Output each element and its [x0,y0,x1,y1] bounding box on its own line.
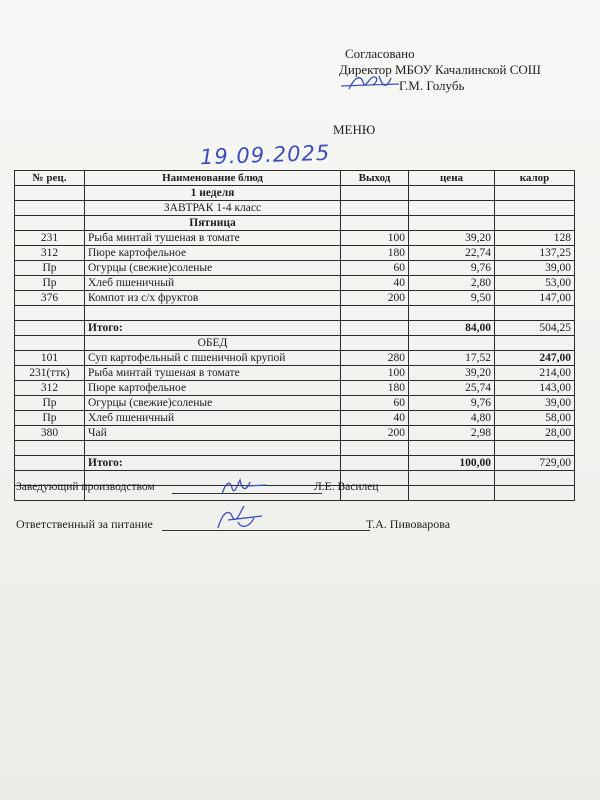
table-row: 312 Пюре картофельное 180 22,74 137,25 [15,246,575,261]
lunch-title: ОБЕД [85,336,341,351]
breakfast-total-cal: 504,25 [495,321,575,336]
responsible-name: Т.А. Пивоварова [366,517,451,531]
header-price: цена [409,171,495,186]
handwritten-date: 19.09.2025 [199,140,331,170]
manager-label: Заведующий производством [16,481,155,493]
header-name: Наименование блюд [85,171,341,186]
breakfast-title: ЗАВТРАК 1-4 класс [85,201,341,216]
approval-director-name: Г.М. Голубь [399,78,465,93]
approval-heading: Согласовано [345,46,415,61]
table-row: 231(ттк) Рыба минтай тушеная в томате 100 39,20 214,00 [15,366,575,381]
approval-director: Директор МБОУ Качалинской СОШ [339,62,541,77]
approval-block [333,46,541,94]
table-row: Пр Хлеб пшеничный 40 2,80 53,00 [15,276,575,291]
table-row: 231 Рыба минтай тушеная в томате 100 39,20 128 [15,231,575,246]
table-header-row [15,171,575,186]
table-row: 312 Пюре картофельное 180 25,74 143,00 [15,381,575,396]
responsible-label: Ответственный за питание [16,517,153,531]
breakfast-total-label: Итого: [85,321,341,336]
lunch-total-cal: 729,00 [495,456,575,471]
page-title: МЕНЮ [333,122,376,137]
director-signature-icon [339,72,403,94]
table-row: 101 Суп картофельный с пшеничной крупой 280 17,52 247,00 [15,351,575,366]
table-row: Пр Огурцы (свежие)соленые 60 9,76 39,00 [15,261,575,276]
header-cal: калор [495,171,575,186]
menu-table [14,170,575,501]
table-row: 380 Чай 200 2,98 28,00 [15,426,575,441]
lunch-total-price: 100,00 [409,456,495,471]
lunch-total-row [15,456,575,471]
header-code: № рец. [15,171,85,186]
day-label: Пятница [85,216,341,231]
table-row: Пр Хлеб пшеничный 40 4,80 58,00 [15,411,575,426]
manager-signature-icon [216,476,276,500]
lunch-total-label: Итого: [85,456,341,471]
responsible-signature-icon [210,502,270,534]
breakfast-total-row [15,321,575,336]
table-row: Пр Огурцы (свежие)соленые 60 9,76 39,00 [15,396,575,411]
week-label: 1 неделя [85,186,341,201]
breakfast-total-price: 84,00 [409,321,495,336]
manager-name: Л.Е. Василец [314,481,379,493]
table-row: 376 Компот из с/х фруктов 200 9,50 147,00 [15,291,575,306]
header-output: Выход [341,171,409,186]
